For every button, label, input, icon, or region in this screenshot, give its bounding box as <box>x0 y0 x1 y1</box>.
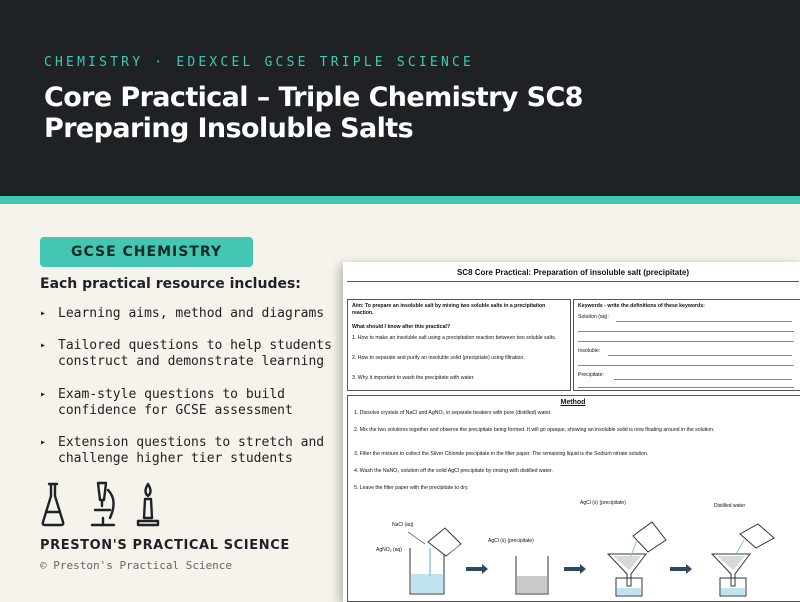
answer-line <box>578 331 794 332</box>
arrow-icon <box>670 564 692 574</box>
answer-line <box>578 341 794 342</box>
method-step: 2. Mix the two solutions together and observe the precipitate being formed. It will go opaque, showing an insoluble solid is now floating around in the solution. <box>354 427 715 433</box>
feature-text: Exam-style questions to build confidence for GCSE assessment <box>58 387 293 418</box>
answer-line <box>608 355 792 356</box>
brand-name: PRESTON'S PRACTICAL SCIENCE <box>40 538 290 553</box>
arrow-icon <box>564 564 586 574</box>
method-box <box>347 395 800 602</box>
page-title <box>44 82 583 144</box>
header-divider <box>0 196 800 204</box>
know-item: 3. Why it important to wash the precipitate with water. <box>352 375 475 381</box>
feature-text: Learning aims, method and diagrams <box>58 306 325 321</box>
beaker-precipitate-icon <box>516 556 548 594</box>
label-agcl-mid: AgCl (s) (precipitate) <box>488 538 534 544</box>
bullet-arrow-icon: ▸ <box>40 437 47 448</box>
copyright-text: © Preston's Practical Science <box>40 559 233 572</box>
beaker-with-tilted-beaker-icon <box>408 528 461 594</box>
answer-line <box>614 379 792 380</box>
label-nacl: NaCl (aq) <box>392 522 414 528</box>
title-line-1: Core Practical – Triple Chemistry SC8 <box>44 82 583 113</box>
bullet-arrow-icon: ▸ <box>40 308 47 319</box>
feature-text: Extension questions to stretch and challenge higher tier students <box>58 435 325 466</box>
method-step: 3. Filter the mixture to collect the Silver Chloride precipitate in the filter paper. The remaining liquid is the Sodium nitrate solution. <box>354 451 649 457</box>
worksheet-preview <box>343 262 800 602</box>
keyword-label: Precipitate: <box>578 372 604 378</box>
know-item: 1. How to make an insoluble salt using a precipitation reaction between two soluble salts. <box>352 335 557 341</box>
answer-line <box>616 321 792 322</box>
aim-box <box>347 299 571 391</box>
feature-text: Tailored questions to help students construct and demonstrate learning <box>58 338 332 369</box>
answer-line <box>578 365 794 366</box>
arrow-icon <box>466 564 488 574</box>
filtration-funnel-icon <box>608 522 666 596</box>
method-step: 1. Dissolve crystals of NaCl and AgNO₃ in separate beakers with pure (distilled) water. <box>354 410 552 416</box>
know-item: 2. How to separate and purify an insoluble solid (precipitate) using filtration. <box>352 355 525 361</box>
method-step: 5. Leave the filter paper with the precipitate to dry. <box>354 485 469 491</box>
feature-item <box>40 435 340 467</box>
label-agno3: AgNO₃ (aq) <box>376 547 402 553</box>
method-heading: Method <box>560 399 586 406</box>
feature-item <box>40 306 340 322</box>
answer-line <box>578 387 794 388</box>
microscope-icon <box>92 483 114 525</box>
worksheet-title: SC8 Core Practical: Preparation of insoluble salt (precipitate) <box>456 268 690 277</box>
method-step: 4. Wash the NaNO₃ solution off the solid AgCl precipitate by rinsing with distilled water. <box>354 468 553 474</box>
keyword-label: Insoluble: <box>578 348 601 354</box>
label-water: Distilled water <box>714 503 746 509</box>
wash-bottle-funnel-icon <box>712 524 774 596</box>
title-rule <box>347 281 799 282</box>
method-diagram <box>348 496 800 600</box>
includes-heading: Each practical resource includes: <box>40 276 301 292</box>
conical-flask-icon <box>43 484 64 525</box>
subject-kicker: CHEMISTRY · EDEXCEL GCSE TRIPLE SCIENCE <box>44 55 475 70</box>
keyword-label: Solution (aq): <box>578 314 609 320</box>
feature-item <box>40 338 340 370</box>
bunsen-burner-icon <box>138 484 158 525</box>
keywords-heading: Keywords - write the definitions of these keywords: <box>578 303 705 309</box>
feature-item <box>40 387 340 419</box>
title-line-2: Preparing Insoluble Salts <box>44 113 414 144</box>
science-icons <box>40 480 170 530</box>
bullet-arrow-icon: ▸ <box>40 389 47 400</box>
aim-text: Aim: To prepare an insoluble salt by mixing two soluble salts in a precipitation reaction. <box>352 303 546 316</box>
subject-badge: GCSE CHEMISTRY <box>40 237 253 267</box>
bullet-arrow-icon: ▸ <box>40 340 47 351</box>
label-agcl-top: AgCl (s) (precipitate) <box>580 500 626 506</box>
know-heading: What should I know after this practical? <box>352 324 450 330</box>
keywords-box <box>573 299 800 391</box>
